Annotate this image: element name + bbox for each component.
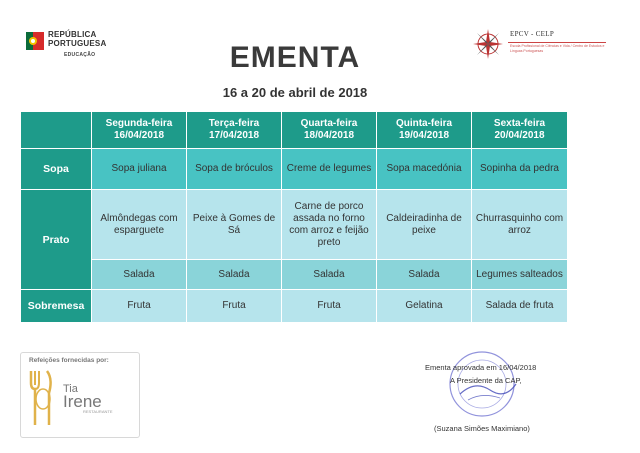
government-subtitle: EDUCAÇÃO	[64, 52, 96, 58]
day-header	[187, 112, 282, 149]
day-date: 20/04/2018	[494, 130, 545, 141]
row-label-dessert: Sobremesa	[21, 290, 92, 323]
dessert-row	[21, 290, 568, 323]
row-label-soup: Sopa	[21, 149, 92, 190]
menu-cell-dessert: Fruta	[187, 290, 282, 323]
menu-cell-soup: Creme de legumes	[282, 149, 377, 190]
day-header	[472, 112, 568, 149]
menu-cell-side: Salada	[92, 260, 187, 290]
menu-cell-side: Salada	[187, 260, 282, 290]
menu-cell-side: Salada	[377, 260, 472, 290]
day-date: 16/04/2018	[113, 130, 165, 141]
menu-cell-main: Churrasquinho com arroz	[472, 190, 568, 260]
header-corner	[21, 112, 92, 149]
day-header	[282, 112, 377, 149]
day-date: 19/04/2018	[398, 130, 450, 141]
table-header-row	[21, 112, 568, 149]
menu-cell-dessert: Gelatina	[377, 290, 472, 323]
caterer-name-line2: Irene	[63, 392, 102, 411]
day-date: 17/04/2018	[208, 130, 260, 141]
menu-cell-dessert: Fruta	[282, 290, 377, 323]
menu-cell-side: Legumes salteados	[472, 260, 568, 290]
approval-signature: (Suzana Simões Maximiano)	[434, 424, 530, 433]
menu-cell-main: Almôndegas com esparguete	[92, 190, 187, 260]
approval-role: A Presidente da CAP,	[450, 376, 522, 385]
menu-cell-main: Carne de porco assada no forno com arroz e feijão preto	[282, 190, 377, 260]
official-stamp-icon	[420, 350, 540, 424]
school-description: Escola Profissional de Ciências e Vida / Centro de Estudos e Línguas Portuguesas	[510, 44, 605, 53]
menu-cell-side: Salada	[282, 260, 377, 290]
page-title: EMENTA	[229, 41, 361, 74]
menu-cell-soup: Sopa macedónia	[377, 149, 472, 190]
day-header	[92, 112, 187, 149]
caterer-box	[20, 352, 140, 438]
soup-row	[21, 149, 568, 190]
day-header	[377, 112, 472, 149]
menu-cell-soup: Sopa juliana	[92, 149, 187, 190]
day-name: Terça-feira	[208, 118, 260, 129]
caterer-logo	[61, 381, 137, 415]
caterer-caption: Refeições fornecidas por:	[29, 357, 109, 364]
menu-cell-soup: Sopa de bróculos	[187, 149, 282, 190]
caterer-subtitle: RESTAURANTE	[83, 409, 113, 414]
day-name: Quarta-feira	[300, 118, 358, 129]
day-name: Sexta-feira	[493, 118, 546, 129]
main-row	[21, 190, 568, 260]
government-name-line1: REPÚBLICA	[48, 30, 97, 39]
caterer-name-line1: Tia	[63, 383, 78, 395]
government-name-line2: PORTUGUESA	[48, 39, 107, 48]
week-range: 16 a 20 de abril de 2018	[222, 85, 368, 100]
menu-cell-main: Caldeiradinha de peixe	[377, 190, 472, 260]
menu-table	[20, 111, 568, 323]
row-label-main: Prato	[21, 190, 92, 290]
school-name: EPCV - CELP	[510, 30, 555, 38]
menu-cell-soup: Sopinha da pedra	[472, 149, 568, 190]
approval-block	[420, 358, 600, 438]
day-name: Quinta-feira	[395, 118, 453, 129]
menu-cell-dessert: Salada de fruta	[472, 290, 568, 323]
cutlery-icon	[27, 367, 55, 429]
day-date: 18/04/2018	[303, 130, 355, 141]
approval-date: Ementa aprovada em 16/04/2018	[425, 363, 537, 372]
day-name: Segunda-feira	[105, 118, 173, 129]
menu-cell-main: Peixe à Gomes de Sá	[187, 190, 282, 260]
menu-cell-dessert: Fruta	[92, 290, 187, 323]
side-row	[21, 260, 568, 290]
